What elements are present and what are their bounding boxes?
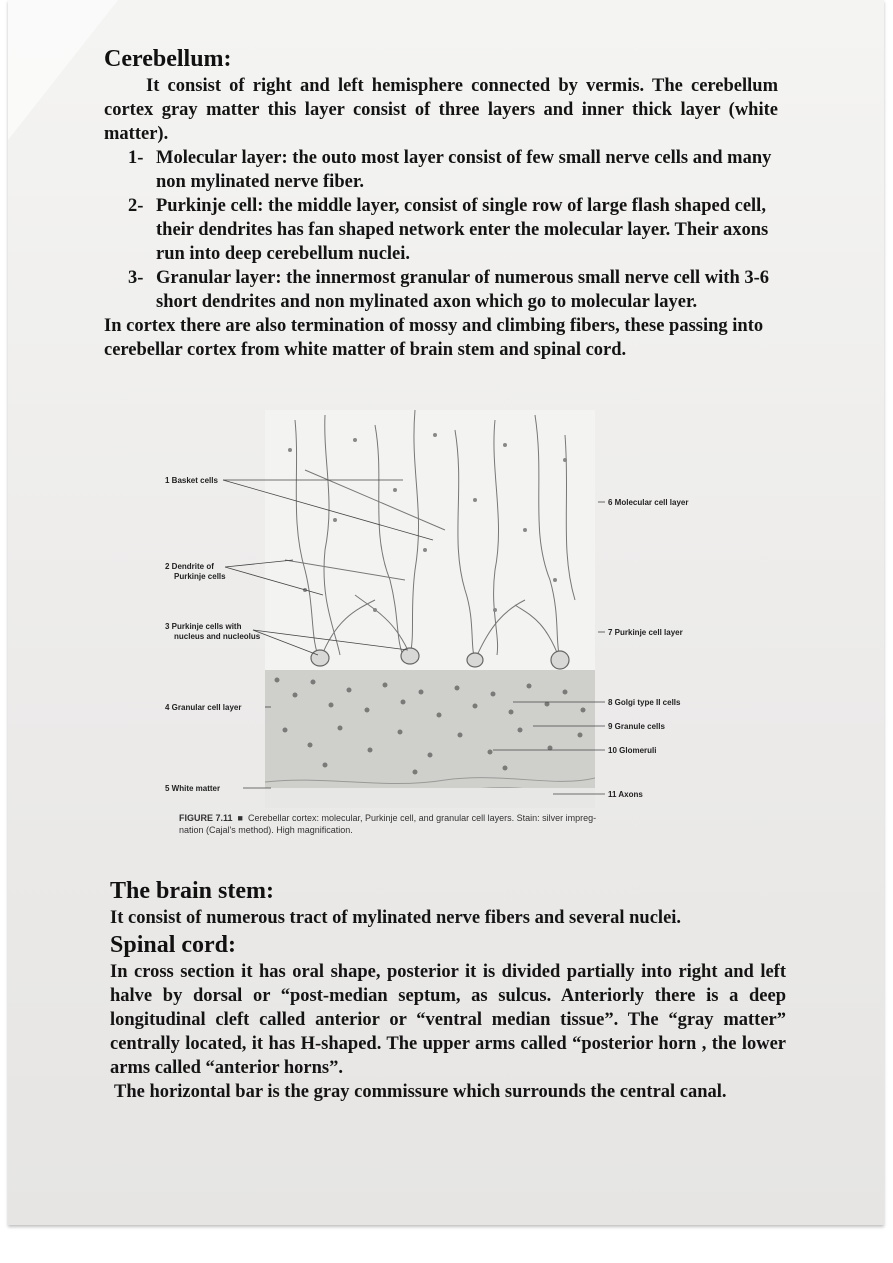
scanned-page [8, 0, 884, 1225]
label-nucleus-and-nucleolus: nucleus and nucleolus [174, 632, 261, 641]
layer-text: Molecular layer: the outo most layer consist of few small nerve cells and many non mylinated nerve fiber. [156, 148, 772, 192]
label-dendrite-of: 2 Dendrite of [165, 562, 214, 571]
brain-stem-heading: The brain stem: [110, 878, 274, 904]
spinal-cord-text: In cross section it has oral shape, posterior it is divided partially into right and left halve by dorsal or “post-median septum, as sulcus. Anteriorly there is a deep longitudinal cleft called anterior or “ventral median tissue”. The “gray matter” centrally located, it has H-shaped. The upper arms called “posterior horn , the lower arms called “anterior horns”. [110, 962, 786, 1078]
cerebellar-cortex-figure [153, 410, 713, 840]
brain-stem-text: It consist of numerous tract of mylinated nerve fibers and several nuclei. [110, 908, 682, 928]
layer-item-granular [128, 266, 778, 314]
layer-text: Purkinje cell: the middle layer, consist of single row of large flash shaped cell, their dendrites has fan shaped network enter the molecular layer. Their axons run into deep cerebellum nuclei. [156, 196, 769, 264]
layer-number: 2- [128, 196, 144, 216]
lower-sections [110, 876, 786, 1104]
page-fold-shadow [8, 0, 118, 140]
spinal-cord-heading: Spinal cord: [110, 932, 237, 958]
label-granular-cell-layer: 4 Granular cell layer [165, 703, 242, 712]
spinal-cord-text-2: The horizontal bar is the gray commissure which surrounds the central canal. [114, 1082, 727, 1102]
layer-number: 3- [128, 268, 144, 288]
label-golgi-type-ii-cells: 8 Golgi type II cells [608, 698, 681, 707]
figure-caption [179, 812, 679, 836]
cerebellum-intro: It consist of right and left hemisphere connected by vermis. The cerebellum cortex gray matter this layer consist of three layers and inner thick layer (white matter). [104, 76, 778, 144]
caption-bullet-icon: ■ [235, 813, 246, 823]
caption-figure-id: FIGURE 7.11 [179, 813, 233, 823]
cortex-fibers-paragraph: In cortex there are also termination of mossy and climbing fibers, these passing into cerebellar cortex from white matter of brain stem and spinal cord. [104, 316, 764, 360]
layer-text: Granular layer: the innermost granular of numerous small nerve cell with 3-6 short dendrites and non mylinated axon which go to molecular layer. [156, 268, 770, 312]
label-white-matter: 5 White matter [165, 784, 221, 793]
label-glomeruli: 10 Glomeruli [608, 746, 657, 755]
layer-item-molecular [128, 146, 778, 194]
label-purkinje-cell-layer: 7 Purkinje cell layer [608, 628, 683, 637]
cerebellum-heading: Cerebellum: [104, 46, 232, 72]
layer-number: 1- [128, 148, 144, 168]
caption-line-2: nation (Cajal's method). High magnification. [179, 825, 353, 835]
cerebellum-section [104, 44, 778, 362]
caption-line-1: Cerebellar cortex: molecular, Purkinje cell, and granular cell layers. Stain: silver impreg- [248, 813, 597, 823]
layer-list [104, 146, 778, 314]
label-purkinje-cells: Purkinje cells [174, 572, 226, 581]
label-molecular-cell-layer: 6 Molecular cell layer [608, 498, 689, 507]
label-purkinje-cells-with: 3 Purkinje cells with [165, 622, 242, 631]
label-basket-cells: 1 Basket cells [165, 476, 218, 485]
label-granule-cells: 9 Granule cells [608, 722, 665, 731]
label-axons: 11 Axons [608, 790, 643, 799]
layer-item-purkinje [128, 194, 778, 266]
